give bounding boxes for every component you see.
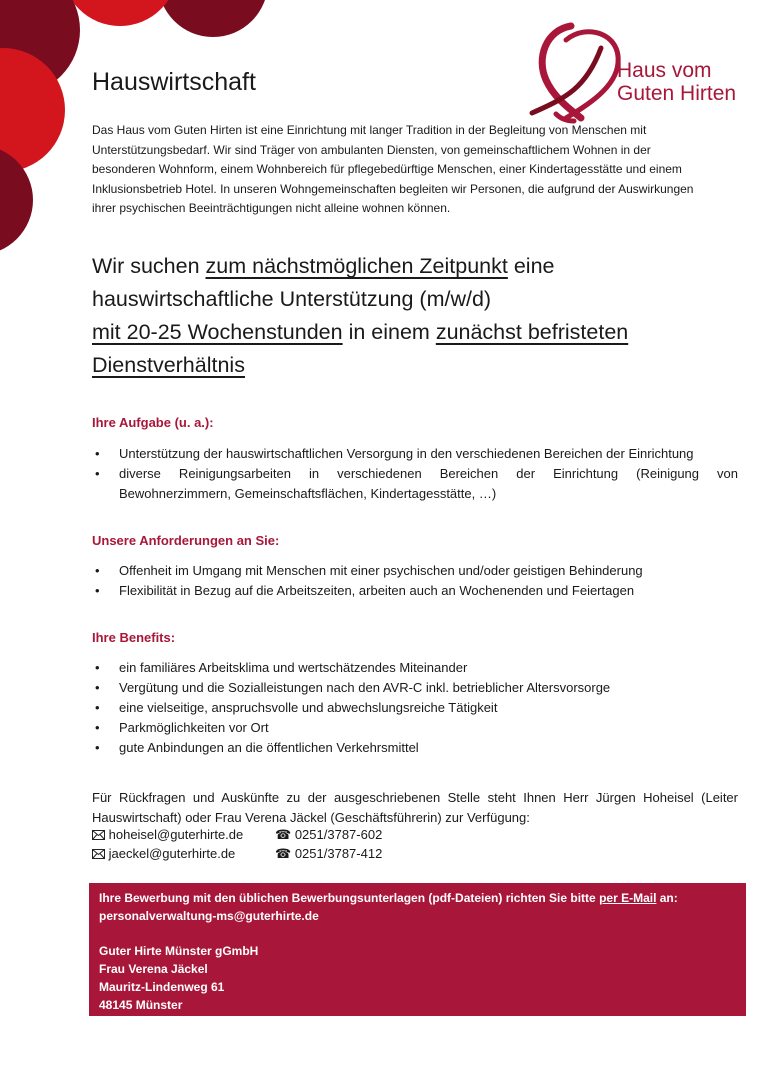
logo-line-1: Haus vom — [617, 59, 712, 82]
email-link[interactable]: hoheisel@guterhirte.de — [108, 827, 244, 842]
job-headline — [92, 250, 712, 382]
intro-paragraph: Das Haus vom Guten Hirten ist eine Einrichtung mit langer Tradition in der Begleitung von Menschen mit Unterstützungsbedarf. Wir sind Träger von ambulanten Diensten, von gemeinschaftlichem Wohnen in der besonderen Wohnform, einem Wohnbereich für pflegebedürftige Menschen, einer Kindertagesstätte und einem Inklusionsbetrieb Hotel. In unseren Wohngemeinschaften begleiten wir Personen, die aufgrund der Auswirkungen ihrer psychischen Beeinträchtigungen nicht alleine wohnen können. — [92, 123, 694, 215]
contact-paragraph: Für Rückfragen und Auskünfte zu der ausgeschriebenen Stelle steht Ihnen Herr Jürgen Hoheisel (Leiter Hauswirtschaft) oder Frau Verena Jäckel (Geschäftsführerin) zur Verfügung: — [92, 790, 738, 825]
address-line: Mauritz-Lindenweg 61 — [99, 980, 225, 994]
list-item: • gute Anbindungen an die öffentlichen Verkehrsmittel — [92, 738, 738, 758]
phone-entry — [275, 844, 382, 863]
requirements-list — [92, 561, 738, 601]
logo-line-2: Guten Hirten — [617, 82, 737, 105]
headline-underline-1: zum nächstmöglichen Zeitpunkt — [205, 254, 508, 278]
headline-part-2: eine hauswirtschaftliche Unterstützung (m/w/d) — [92, 254, 555, 311]
benefits-list — [92, 658, 738, 758]
phone-number: 0251/3787-412 — [294, 846, 383, 861]
address-line: Frau Verena Jäckel — [99, 962, 208, 976]
apply-text-post: an: — [656, 891, 678, 905]
phone-entry — [275, 825, 382, 844]
logo-text — [617, 59, 736, 105]
benefits-title: Ihre Benefits: — [92, 630, 176, 645]
list-item: • Offenheit im Umgang mit Menschen mit einer psychischen und/oder geistigen Behinderung — [92, 561, 738, 581]
list-item: • diverse Reinigungsarbeiten in verschiedenen Bereichen der Einrichtung (Reinigung von Bewohnerzimmern, Gemeinschaftsflächen, Kindertagesstätte, …) — [92, 464, 738, 504]
envelope-icon — [92, 849, 105, 859]
phone-number: 0251/3787-602 — [294, 827, 383, 842]
circle-dark-top — [158, 0, 268, 37]
phone-icon: ☎ — [275, 846, 292, 861]
list-item: • Parkmöglichkeiten vor Ort — [92, 718, 738, 738]
list-item: • Vergütung und die Sozialleistungen nach den AVR-C inkl. betrieblicher Altersvorsorge — [92, 678, 738, 698]
list-item: • Flexibilität in Bezug auf die Arbeitszeiten, arbeiten auch an Wochenenden und Feiertagen — [92, 581, 738, 601]
address-line: Guter Hirte Münster gGmbH — [99, 944, 259, 958]
apply-email-link[interactable]: per E-Mail — [599, 891, 657, 905]
postal-address — [99, 942, 258, 1014]
headline-part-1: Wir suchen — [92, 254, 206, 278]
apply-text-pre: Ihre Bewerbung mit den üblichen Bewerbungsunterlagen (pdf-Dateien) richten Sie bitte — [99, 891, 600, 905]
requirements-title: Unsere Anforderungen an Sie: — [92, 533, 280, 548]
list-item: • Unterstützung der hauswirtschaftlichen Versorgung in den verschiedenen Bereichen der Einrichtung — [92, 444, 738, 464]
headline-underline-3: zunächst befristeten Dienstverhältnis — [92, 320, 629, 377]
address-line: 48145 Münster — [99, 998, 183, 1012]
phone-icon: ☎ — [275, 827, 292, 842]
page-title: Hauswirtschaft — [92, 68, 256, 96]
headline-underline-2: mit 20-25 Wochenstunden — [92, 320, 343, 344]
email-entry[interactable] — [92, 825, 243, 844]
tasks-title: Ihre Aufgabe (u. a.): — [92, 415, 214, 430]
application-instructions — [99, 889, 739, 925]
application-box — [89, 883, 746, 1016]
tasks-list — [92, 444, 738, 504]
list-item: • eine vielseitige, anspruchsvolle und abwechslungsreiche Tätigkeit — [92, 698, 738, 718]
list-item: • ein familiäres Arbeitsklima und wertschätzendes Miteinander — [92, 658, 738, 678]
email-entry[interactable] — [92, 844, 235, 863]
envelope-icon — [92, 830, 105, 840]
email-link[interactable]: jaeckel@guterhirte.de — [108, 846, 236, 861]
headline-part-3: in einem — [342, 320, 436, 344]
application-email[interactable]: personalverwaltung-ms@guterhirte.de — [99, 909, 319, 923]
